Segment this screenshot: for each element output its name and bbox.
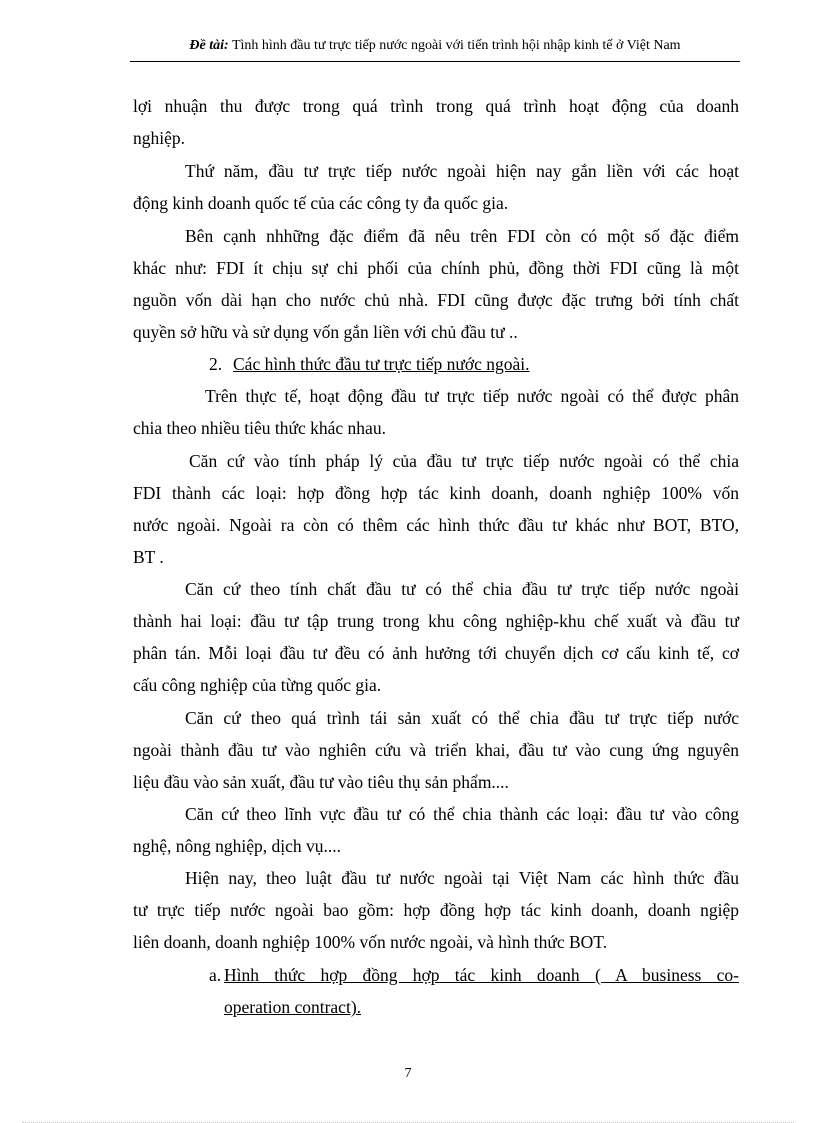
text-line: Căn cứ theo tính chất đầu tư có thể chia đầu tư trực tiếp nước ngoài — [185, 579, 739, 599]
subsection-title-cont: operation contract). — [224, 997, 362, 1017]
page-number: 7 — [404, 1066, 412, 1081]
section-title: Các hình thức đầu tư trực tiếp nước ngoài. — [233, 354, 530, 374]
header-label: Đề tài: — [189, 38, 229, 53]
text-line: lợi nhuận thu được trong quá trình trong quá trình hoạt động của doanh — [133, 96, 739, 116]
subsection-title: Hình thức hợp đồng hợp tác kinh doanh ( A business co- — [224, 965, 739, 985]
text-line: Trên thực tế, hoạt động đầu tư trực tiếp nước ngoài có thể được phân — [205, 386, 739, 406]
text-line: quyền sở hữu và sử dụng vốn gắn liền với chủ đầu tư .. — [133, 322, 518, 342]
text-line: FDI thành các loại: hợp đồng hợp tác kinh doanh, doanh nghiệp 100% vốn — [133, 483, 739, 503]
text-line: khác như: FDI ít chịu sự chi phối của chính phủ, đồng thời FDI cũng là một — [133, 258, 739, 278]
header-rule — [130, 61, 740, 62]
text-line: ngoài thành đầu tư vào nghiên cứu và triển khai, đầu tư vào cung ứng nguyên — [133, 740, 739, 760]
section-heading — [209, 352, 609, 376]
text-line: Bên cạnh nhhững đặc điểm đã nêu trên FDI còn có một số đặc điểm — [185, 226, 739, 246]
text-line: tư trực tiếp nước ngoài bao gồm: hợp đồng hợp tác kinh doanh, doanh ngiệp — [133, 900, 739, 920]
header-title: Tình hình đầu tư trực tiếp nước ngoài với tiến trình hội nhập kinh tế ở Việt Nam — [231, 38, 681, 53]
text-line: động kinh doanh quốc tế của các công ty đa quốc gia. — [133, 193, 509, 213]
text-line: nguồn vốn dài hạn cho nước chủ nhà. FDI cũng được đặc trưng bởi tính chất — [133, 290, 739, 310]
text-line: chia theo nhiều tiêu thức khác nhau. — [133, 418, 386, 438]
text-line: Căn cứ vào tính pháp lý của đầu tư trực tiếp nước ngoài có thể chia — [189, 451, 739, 471]
subsection-marker: a. — [209, 965, 222, 985]
text-line: nghệ, nông nghiệp, dịch vụ.... — [133, 836, 342, 856]
text-line: liên doanh, doanh nghiệp 100% vốn nước ngoài, và hình thức BOT. — [133, 932, 608, 952]
text-line: nước ngoài. Ngoài ra còn có thêm các hình thức đầu tư khác như BOT, BTO, — [133, 515, 739, 535]
text-line: Thứ năm, đầu tư trực tiếp nước ngoài hiện nay gắn liền với các hoạt — [185, 161, 739, 181]
text-line: BT . — [133, 547, 164, 567]
text-line: Hiện nay, theo luật đầu tư nước ngoài tại Việt Nam các hình thức đầu — [185, 868, 739, 888]
text-line: phân tán. Mỗi loại đầu tư đều có ảnh hưởng tới chuyển dịch cơ cấu kinh tế, cơ — [133, 643, 739, 663]
text-line: nghiệp. — [133, 128, 186, 148]
section-number: 2. — [209, 354, 223, 374]
text-line: liệu đầu vào sản xuất, đầu tư vào tiêu thụ sản phẩm.... — [133, 772, 509, 792]
text-line: Căn cứ theo lĩnh vực đầu tư có thể chia thành các loại: đầu tư vào công — [185, 804, 739, 824]
running-header — [130, 38, 740, 54]
text-line: cấu công nghiệp của từng quốc gia. — [133, 675, 382, 695]
text-line: Căn cứ theo quá trình tái sản xuất có thể chia đầu tư trực tiếp nước — [185, 708, 739, 728]
text-line: thành hai loại: đầu tư tập trung trong khu công nghiệp-khu chế xuất và đầu tư — [133, 611, 739, 631]
